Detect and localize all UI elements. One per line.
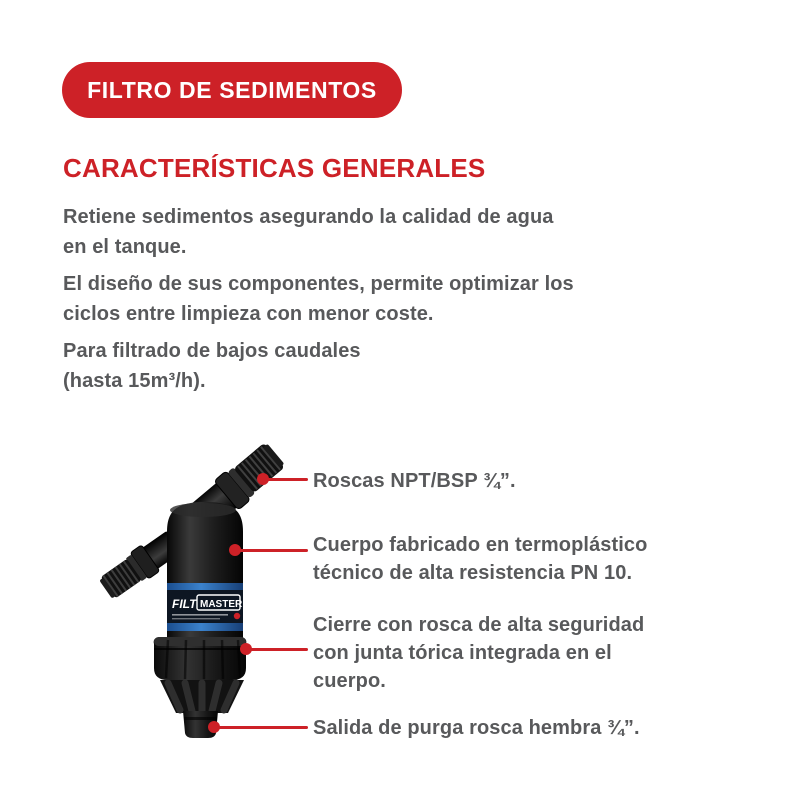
callout-text-salida bbox=[313, 714, 640, 742]
paragraph-caudales bbox=[63, 336, 623, 396]
callout-dot-cuerpo bbox=[229, 544, 241, 556]
title-badge-label: FILTRO DE SEDIMENTOS bbox=[87, 76, 377, 103]
callout-line-cuerpo bbox=[235, 549, 308, 552]
callout-line-text: con junta tórica integrada en el bbox=[313, 642, 612, 664]
paragraph-line: El diseño de sus componentes, permite optimizar los bbox=[63, 273, 574, 295]
callout-text-cuerpo bbox=[313, 531, 647, 587]
label-red-dot bbox=[234, 613, 240, 619]
callout-line-cierre bbox=[246, 648, 308, 651]
paragraph-diseno bbox=[63, 269, 623, 329]
callout-line-roscas bbox=[263, 478, 308, 481]
paragraph-line: Para filtrado de bajos caudales bbox=[63, 340, 361, 362]
intro-paragraphs bbox=[63, 202, 623, 403]
paragraph-line: ciclos entre limpieza con menor coste. bbox=[63, 303, 434, 325]
callout-line-text: cuerpo. bbox=[313, 670, 386, 692]
product-label bbox=[167, 583, 243, 631]
paragraph-line: (hasta 15m³/h). bbox=[63, 370, 206, 392]
locking-ring bbox=[154, 637, 247, 680]
callout-line-text: Salida de purga rosca hembra ¾”. bbox=[313, 717, 640, 739]
callout-text-cierre bbox=[313, 611, 644, 695]
title-badge bbox=[62, 62, 402, 118]
callout-dot-cierre bbox=[240, 643, 252, 655]
callout-line-text: técnico de alta resistencia PN 10. bbox=[313, 562, 633, 584]
product-brand-right: MASTER bbox=[200, 599, 243, 610]
callout-dot-salida bbox=[208, 721, 220, 733]
product-brand-left: FILT bbox=[172, 597, 197, 611]
paragraph-line: en el tanque. bbox=[63, 236, 187, 258]
callout-line-salida bbox=[214, 726, 308, 729]
callout-line-text: Cuerpo fabricado en termoplástico bbox=[313, 534, 648, 556]
paragraph-line: Retiene sedimentos asegurando la calidad de agua bbox=[63, 206, 554, 228]
paragraph-retencion bbox=[63, 202, 623, 262]
callout-text-roscas bbox=[313, 467, 516, 495]
bottom-cup bbox=[160, 680, 244, 713]
callout-line-text: Roscas NPT/BSP ¾”. bbox=[313, 470, 516, 492]
callout-dot-roscas bbox=[257, 473, 269, 485]
section-title: CARACTERÍSTICAS GENERALES bbox=[63, 153, 486, 183]
callout-line-text: Cierre con rosca de alta seguridad bbox=[313, 614, 645, 636]
